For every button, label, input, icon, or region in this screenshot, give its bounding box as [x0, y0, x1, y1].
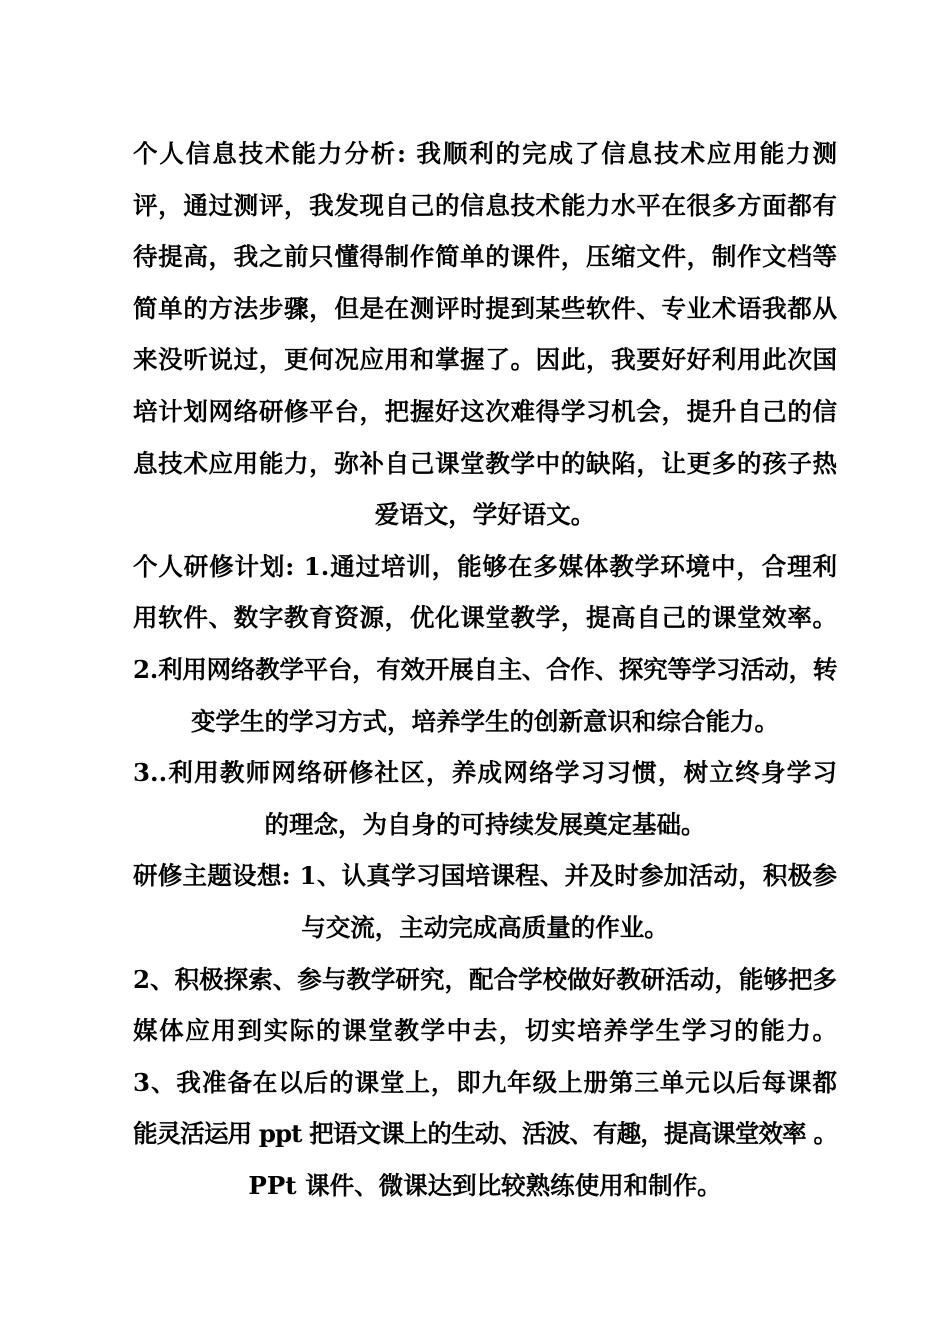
text-line: PPt 课件、微课达到比较熟练使用和制作。	[248, 1170, 722, 1200]
text-line: 与交流，主动完成高质量的作业。	[301, 912, 669, 942]
text-line: 个人研修计划: 1.通过培训，能够在多媒体教学环境中，合理利	[133, 551, 837, 581]
text-line: 3..利用教师网络研修社区，养成网络学习习惯，树立终身学习	[133, 758, 837, 788]
text-line: 研修主题设想: 1、认真学习国培课程、并及时参加活动，积极参	[133, 861, 837, 891]
text-line: 待提高，我之前只懂得制作简单的课件，压缩文件，制作文档等	[133, 242, 837, 272]
text-line: 爱语文，学好语文。	[374, 500, 596, 530]
text-line: 培计划网络研修平台，把握好这次难得学习机会，提升自己的信	[133, 396, 837, 426]
text-line: 2、积极探索、参与教学研究，配合学校做好教研活动，能够把多	[133, 964, 837, 994]
text-line: 3、我准备在以后的课堂上，即九年级上册第三单元以后每课都	[133, 1067, 837, 1097]
text-line: 能灵活运用 ppt 把语文课上的生动、活波、有趣，提高课堂效率 。	[133, 1119, 837, 1149]
text-line: 个人信息技术能力分析: 我顺利的完成了信息技术应用能力测	[133, 139, 837, 168]
text-line: 的理念，为自身的可持续发展奠定基础。	[264, 809, 706, 839]
text-line: 评，通过测评，我发现自己的信息技术能力水平在很多方面都有	[133, 190, 837, 220]
text-line: 来没听说过，更何况应用和掌握了。因此，我要好好利用此次国	[133, 345, 837, 375]
text-line: 简单的方法步骤，但是在测评时提到某些软件、专业术语我都从	[133, 293, 837, 323]
text-line: 用软件、数字教育资源，优化课堂教学，提高自己的课堂效率。	[133, 603, 837, 633]
text-line: 息技术应用能力，弥补自己课堂教学中的缺陷，让更多的孩子热	[133, 448, 837, 478]
text-line: 2.利用网络教学平台，有效开展自主、合作、探究等学习活动，转	[133, 654, 838, 684]
text-line: 媒体应用到实际的课堂教学中去，切实培养学生学习的能力。	[133, 1016, 837, 1046]
document-body	[133, 128, 837, 1211]
text-line: 变学生的学习方式，培养学生的创新意识和综合能力。	[191, 706, 779, 736]
